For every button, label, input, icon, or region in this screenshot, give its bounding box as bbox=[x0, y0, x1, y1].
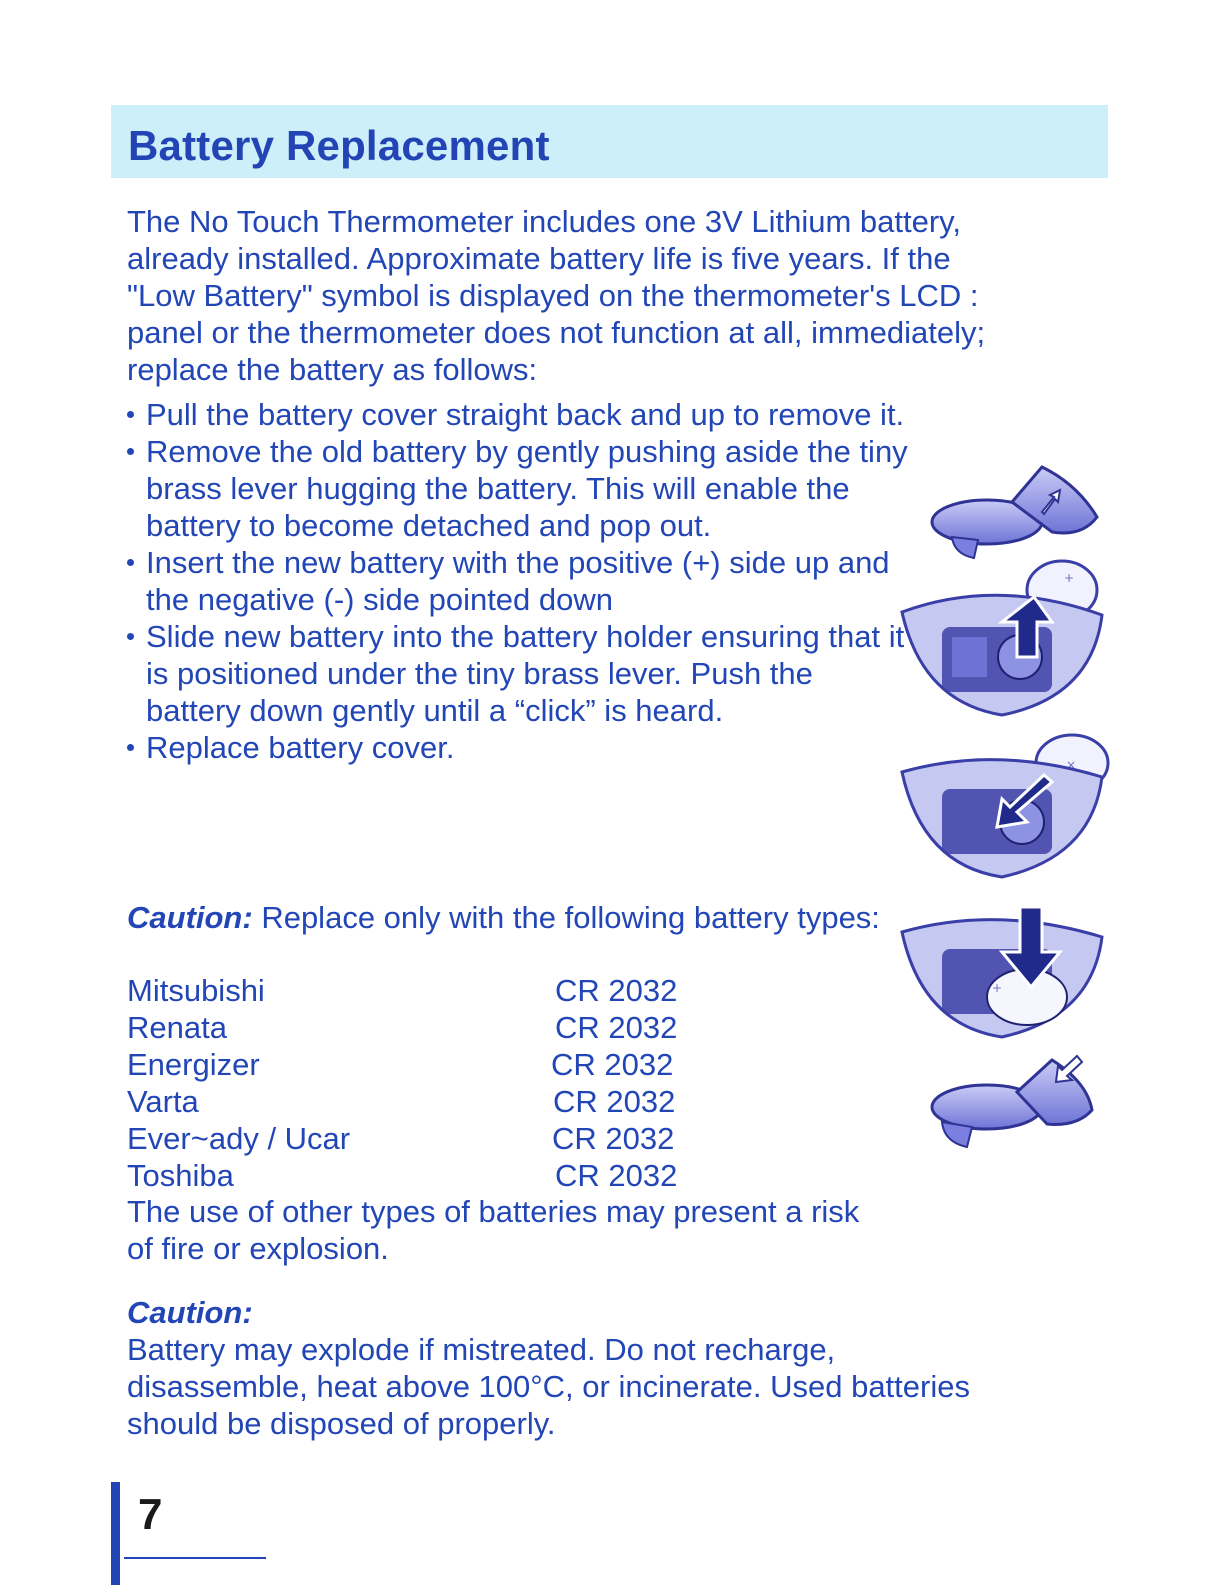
battery-model: CR 2032 bbox=[555, 1010, 678, 1045]
remove-old-battery-illustration bbox=[892, 557, 1142, 727]
page-title: Battery Replacement bbox=[128, 122, 550, 169]
battery-types-table bbox=[127, 972, 727, 1194]
step-item: Replace battery cover. bbox=[124, 729, 914, 766]
caution-text: Replace only with the following battery types: bbox=[252, 900, 880, 935]
battery-brand: Toshiba bbox=[127, 1158, 234, 1193]
caution-text: Battery may explode if mistreated. Do not recharge, bbox=[127, 1332, 836, 1367]
battery-row bbox=[127, 1083, 727, 1120]
caution-label: Caution: bbox=[127, 1295, 253, 1330]
intro-line: "Low Battery" symbol is displayed on the thermometer's LCD : bbox=[127, 278, 979, 313]
battery-row bbox=[127, 1157, 727, 1194]
step-item: Remove the old battery by gently pushing aside the tiny brass lever hugging the battery. This will enable the battery to become detached and pop out. bbox=[124, 433, 914, 544]
battery-replacement-illustrations bbox=[892, 462, 1142, 1162]
battery-brand: Ever~ady / Ucar bbox=[127, 1121, 351, 1156]
battery-model: CR 2032 bbox=[553, 1084, 676, 1119]
battery-row bbox=[127, 1046, 727, 1083]
battery-model: CR 2032 bbox=[552, 1121, 675, 1156]
battery-model: CR 2032 bbox=[551, 1047, 674, 1082]
battery-row bbox=[127, 972, 727, 1009]
page-number: 7 bbox=[138, 1490, 163, 1539]
page-rule bbox=[124, 1557, 266, 1559]
caution-mistreatment bbox=[127, 1294, 1087, 1442]
battery-row bbox=[127, 1120, 727, 1157]
battery-brand: Mitsubishi bbox=[127, 973, 265, 1008]
section-header bbox=[111, 105, 1108, 178]
caution-label: Caution: bbox=[127, 900, 253, 935]
step-item: Insert the new battery with the positive (+) side up and the negative (-) side pointed down bbox=[124, 544, 914, 618]
page-marker-bar bbox=[111, 1482, 120, 1585]
battery-row bbox=[127, 1009, 727, 1046]
push-battery-down-illustration bbox=[892, 887, 1142, 1057]
insert-new-battery-illustration bbox=[892, 727, 1142, 892]
intro-paragraph bbox=[127, 203, 1087, 388]
svg-text:×: × bbox=[1066, 758, 1077, 772]
replacement-steps bbox=[124, 396, 914, 766]
caution-battery-types bbox=[127, 899, 887, 936]
battery-brand: Energizer bbox=[127, 1047, 260, 1082]
caution-line: should be disposed of properly. bbox=[127, 1406, 556, 1441]
remove-cover-illustration bbox=[892, 462, 1102, 562]
intro-line: replace the battery as follows: bbox=[127, 352, 538, 387]
svg-text:+: + bbox=[992, 981, 1003, 995]
caution-line bbox=[127, 1294, 1087, 1368]
battery-brand: Varta bbox=[127, 1084, 199, 1119]
battery-model: CR 2032 bbox=[555, 1158, 678, 1193]
step-item: Slide new battery into the battery holder ensuring that it is positioned under the tiny brass lever. Push the battery down gently until a “click” is heard. bbox=[124, 618, 914, 729]
intro-line: The No Touch Thermometer includes one 3V Lithium battery, bbox=[127, 204, 961, 239]
intro-line: already installed. Approximate battery life is five years. If the bbox=[127, 241, 951, 276]
battery-model: CR 2032 bbox=[555, 973, 678, 1008]
intro-line: panel or the thermometer does not function at all, immediately; bbox=[127, 315, 986, 350]
caution-line: disassemble, heat above 100°C, or incinerate. Used batteries bbox=[127, 1369, 970, 1404]
svg-text:+: + bbox=[1064, 571, 1075, 585]
risk-warning: The use of other types of batteries may present a risk of fire or explosion. bbox=[127, 1194, 860, 1266]
step-item: Pull the battery cover straight back and up to remove it. bbox=[124, 396, 914, 433]
replace-cover-illustration bbox=[892, 1052, 1102, 1152]
battery-brand: Renata bbox=[127, 1010, 227, 1045]
